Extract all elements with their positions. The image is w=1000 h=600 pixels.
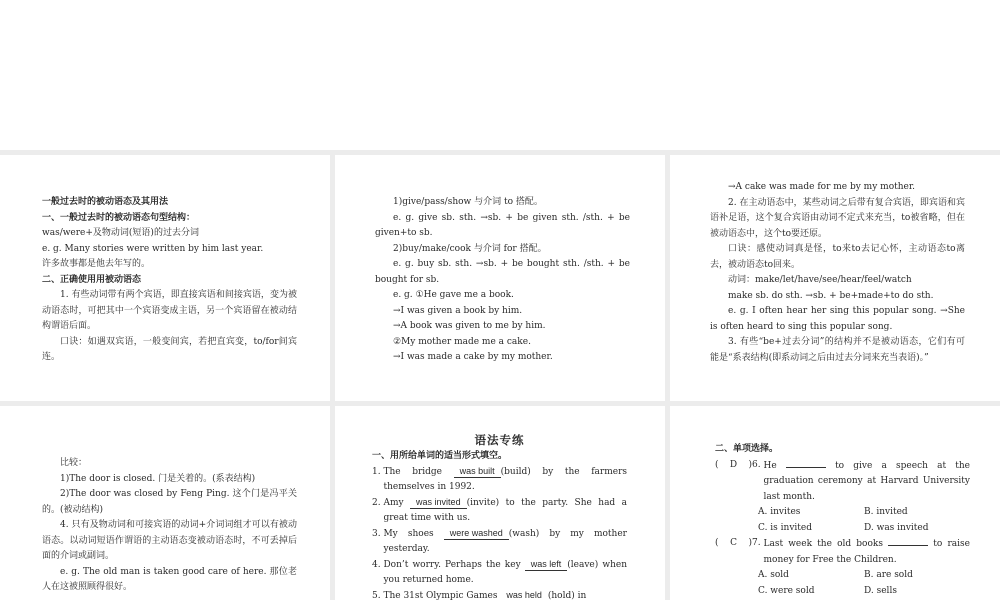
example-line: e. g. The old man is taken good care of here. 那位老人在这被照顾得很好。 [42,566,297,592]
answer-blank: was built [454,466,501,478]
choice-question: ( D )6. He to give a speech at the graduation ceremony at Harvard University last month. [715,459,970,502]
question-blank [888,536,928,546]
option-b: B. invited [864,507,908,517]
structure-line: make sb. do sth. →sb. + be+made+to do sth. [728,290,934,301]
rule-line: 2)buy/make/cook 与介词 for 搭配。 [393,243,547,254]
comparison-label: 比较： [60,458,88,468]
rule-paragraph: 2. 在主动语态中，某些动词之后带有复合宾语，即宾语和宾语补足语，这个复合宾语由动词不定式来充当，to被省略，但在被动语态中，这个to要还原。 [710,197,965,239]
rule-line: 1)give/pass/show 与介词 to 搭配。 [393,197,543,207]
fill-blank-item: 5. The 31st Olympic Games was held (hold) in [372,589,587,600]
exercise-title: 语法专练 [474,433,525,447]
slide-passive-usage [0,155,330,401]
choice-answer: D [729,459,738,470]
example-line: e. g. give sb. sth. →sb. + be given sth. /sth. + be given+to sb. [375,212,630,238]
option-d: D. was invited [864,522,929,533]
slide-comparison [0,406,330,600]
fill-blank-item: 2. Amy was invited (invite) to the party. She had a great time with us. [372,496,628,523]
option-a: A. sold [758,570,789,580]
answer-blank: was left [525,559,568,571]
slide-complex-object [670,155,1000,401]
example-line: →A book was given to me by him. [393,321,546,331]
example-line: →I was made a cake by my mother. [393,352,553,362]
option-a: A. invites [758,507,801,517]
choice-options [715,521,970,537]
section-heading: 一、用所给单词的适当形式填空。 [372,451,508,461]
example-line: 1)The door is closed. 门是关着的。(系表结构) [60,473,256,484]
example-line: →I was given a book by him. [393,305,523,316]
slide-heading: 一般过去时的被动语态及其用法 [42,197,169,207]
choice-options [715,568,970,584]
example-line: ②My mother made me a cake. [393,336,531,347]
option-d: D. sells [864,585,897,596]
slide-grammar-exercise [335,406,665,600]
blank-top-area [0,0,1000,150]
mnemonic-paragraph: 口诀：如遇双宾语，一般变间宾，若把直宾变，to/for间宾连。 [42,336,297,362]
example-line: e. g. I often hear her sing this popular song. →She is often heard to sing this popular song. [710,306,965,332]
mnemonic-paragraph: 口诀：感使动词真是怪，to来to去记心怀，主动语态to离去，被动语态to回来。 [710,244,965,270]
structure-text: was/were+及物动词(短语)的过去分词 [42,228,199,238]
answer-blank: was held [500,590,548,600]
fill-blank-item: 3. My shoes were washed (wash) by my mother yesterday. [372,527,627,554]
fill-blank-item: 1. The bridge was built (build) by the farmers themselves in 1992. [372,465,627,492]
example-translation: 许多故事都是他去年写的。 [42,259,151,269]
section-heading: 二、单项选择。 [715,444,779,454]
example-line: e. g. buy sb. sth. →sb. + be bought sth. /sth. + be bought for sb. [375,259,630,285]
section-heading: 一、一般过去时的被动语态句型结构： [42,212,196,223]
rule-paragraph: 4. 只有及物动词和可接宾语的动词+介词词组才可以有被动语态。以动词短语作谓语的主动语态变被动语态时，不可丢掉后面的介词或副词。 [42,520,297,561]
rule-paragraph: 1. 有些动词带有两个宾语，即直接宾语和间接宾语，变为被动语态时，可把其中一个宾语变成主语，另一个宾语留在被动结构谓语后面。 [42,290,297,331]
choice-options [715,505,970,521]
answer-blank: were washed [444,528,509,540]
option-c: C. is invited [758,522,812,533]
section-heading: 二、正确使用用被动语态 [42,274,142,285]
option-b: B. are sold [864,570,913,580]
choice-options [715,584,970,600]
choice-answer: C [730,538,737,548]
slide-multiple-choice [670,406,1000,600]
example-line: →A cake was made for me by my mother. [728,182,916,192]
example-text: e. g. Many stories were written by him last year. [42,243,264,254]
slide-double-object [335,155,665,401]
rule-paragraph: 3. 有些“be+过去分词”的结构并不是被动语态，它们有可能是“系表结构(即系动词之后由过去分词来充当表语)。” [710,337,965,363]
choice-question: ( C )7. Last week the old books to raise money for Free the Children. [715,538,970,565]
example-line: e. g. ①He gave me a book. [393,290,514,300]
fill-blank-item: 4. Don’t worry. Perhaps the key was left (leave) when you returned home. [372,558,627,585]
question-blank [786,458,826,468]
option-c: C. were sold [758,585,815,596]
verb-list: 动词：make/let/have/see/hear/feel/watch [728,275,912,285]
answer-blank: was invited [410,497,467,509]
example-line: 2)The door was closed by Feng Ping. 这个门是冯平关的。(被动结构) [42,489,297,515]
